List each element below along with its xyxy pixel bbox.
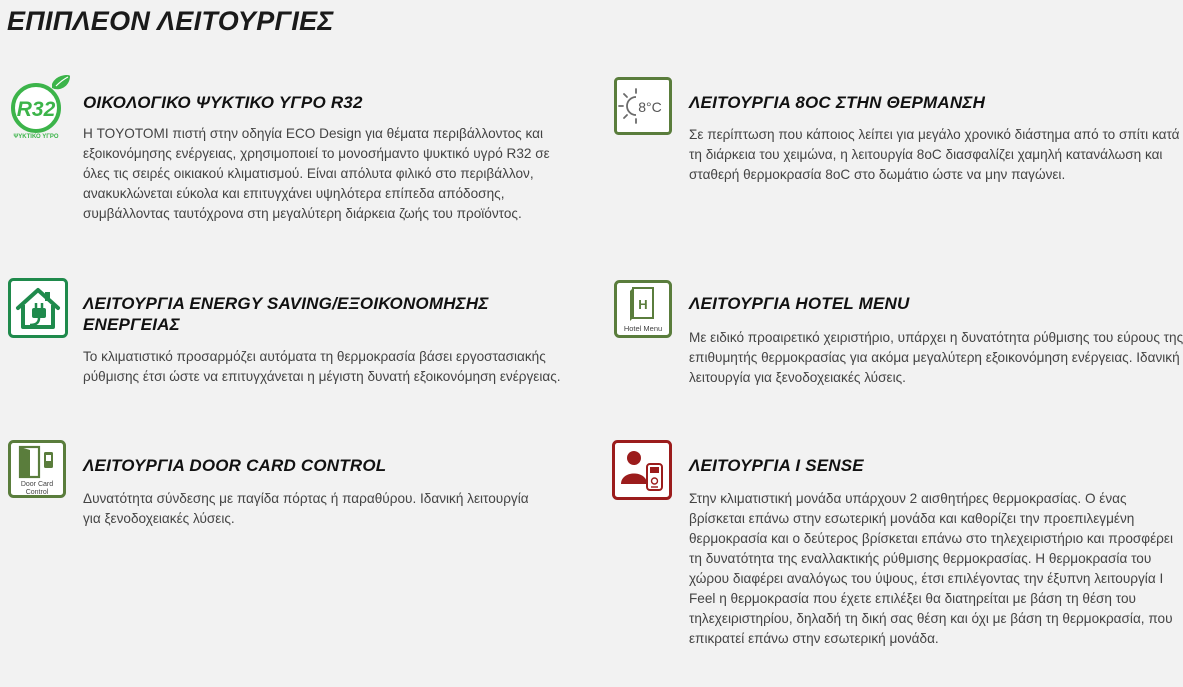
- page-title: ΕΠΙΠΛΕΟΝ ΛΕΙΤΟΥΡΓΙΕΣ: [7, 6, 334, 36]
- feature-text: Στην κλιματιστική μονάδα υπάρχουν 2 αισθητήρες θερμοκρασίας. Ο ένας βρίσκεται επάνω στην εσωτερική μονάδα και καθορίζει την προεπιλεγμένη θερμοκρασία και ο δεύτερος βρίσκεται επάνω στο τηλεχειριστήριο και προσφέρει τη δυνατότητα της εναλλακτικής ρύθμισης θερμοκρασίας. Η θερμοκρασία του χώρου διαφέρει αναλόγως του ύψους, έτσι επιλέγοντας την έξυπνη λειτουργία I Feel η θερμοκρασία που έχετε επιλέξει θα διατηρείται με βάση τη θέση του τηλεχειριστηρίου, δηλαδή τη δική σας θέση και όχι με βάση τη θερμοκρασία, που επικρατεί επάνω στην εσωτερική μονάδα.: [689, 491, 1173, 646]
- svg-text:Control: Control: [25, 489, 49, 496]
- feature-title: ΛΕΙΤΟΥΡΓΙΑ ENERGY SAVING/ΕΞΟΙΚΟΝΟΜΗΣΗΣ ΕΝΕΡΓΕΙΑΣ: [83, 294, 489, 334]
- svg-text:8°C: 8°C: [638, 99, 662, 115]
- feature-title: ΛΕΙΤΟΥΡΓΙΑ 8OC ΣΤΗΝ ΘΕΡΜΑΝΣΗ: [689, 93, 986, 112]
- svg-text:H: H: [638, 297, 648, 312]
- feature-text: Δυνατότητα σύνδεσης με παγίδα πόρτας ή παραθύρου. Ιδανική λειτουργία για ξενοδοχειακές λύσεις.: [83, 491, 529, 526]
- feature-title: ΛΕΙΤΟΥΡΓΙΑ I SENSE: [689, 456, 864, 475]
- door-card-icon: [8, 440, 68, 500]
- feature-text: Το κλιματιστικό προσαρμόζει αυτόματα τη θερμοκρασία βάσει εργοστασιακής ρύθμισης έτσι ώστε να επιτυγχάνεται η μέγιστη δυνατή εξοικονόμηση ενέργειας.: [83, 349, 561, 384]
- house-plug-icon: [8, 278, 68, 338]
- feature-title: ΟΙΚΟΛΟΓΙΚΟ ΨΥΚΤΙΚΟ ΥΓΡΟ R32: [83, 93, 363, 112]
- r32-eco-icon: [8, 74, 68, 140]
- hotel-menu-icon: [614, 280, 674, 340]
- feature-title: ΛΕΙΤΟΥΡΓΙΑ HOTEL MENU: [689, 294, 910, 313]
- svg-text:Hotel Menu: Hotel Menu: [623, 324, 663, 333]
- svg-text:Door Card: Door Card: [20, 481, 54, 488]
- feature-title: ΛΕΙΤΟΥΡΓΙΑ DOOR CARD CONTROL: [83, 456, 387, 475]
- svg-text:ΨΥΚΤΙΚΟ ΥΓΡΟ: ΨΥΚΤΙΚΟ ΥΓΡΟ: [13, 134, 59, 140]
- feature-text: Σε περίπτωση που κάποιος λείπει για μεγάλο χρονικό διάστημα από το σπίτι κατά τη διάρκεια του χειμώνα, η λειτουργία 8oC διασφαλίζει χαμηλή κατανάλωση και σταθερή θερμοκρασία 8oC στο δωμάτιο ώστε να μην παγώνει.: [689, 127, 1180, 182]
- feature-text: Με ειδικό προαιρετικό χειριστήριο, υπάρχει η δυνατότητα ρύθμισης του εύρους της επιθυμητής θερμοκρασίας για ακόμα μεγαλύτερη εξοικονόμηση ενέργειας. Ιδανική λειτουργία για ξενοδοχειακές λύσεις.: [689, 330, 1183, 385]
- feature-text: Η TOYOTOMI πιστή στην οδηγία ECO Design για θέματα περιβάλλοντος και εξοικονόμησης ενέργειας, χρησιμοποιεί το μονοσήμαντο ψυκτικό υγρό R32 σε όλες τις σειρές οικιακού κλιματισμού. Είναι απόλυτα φιλικό στο περιβάλλον, ανακυκλώνεται εύκολα και επιτυγχάνει υψηλότερα επίπεδα απόδοσης, συμβάλλοντας ταυτόχρονα στη μεγαλύτερη διάρκεια ζωής του προϊόντος.: [83, 126, 550, 221]
- person-remote-icon: [612, 440, 672, 500]
- sun-thermometer-icon: [614, 77, 674, 137]
- svg-text:R32: R32: [16, 98, 56, 121]
